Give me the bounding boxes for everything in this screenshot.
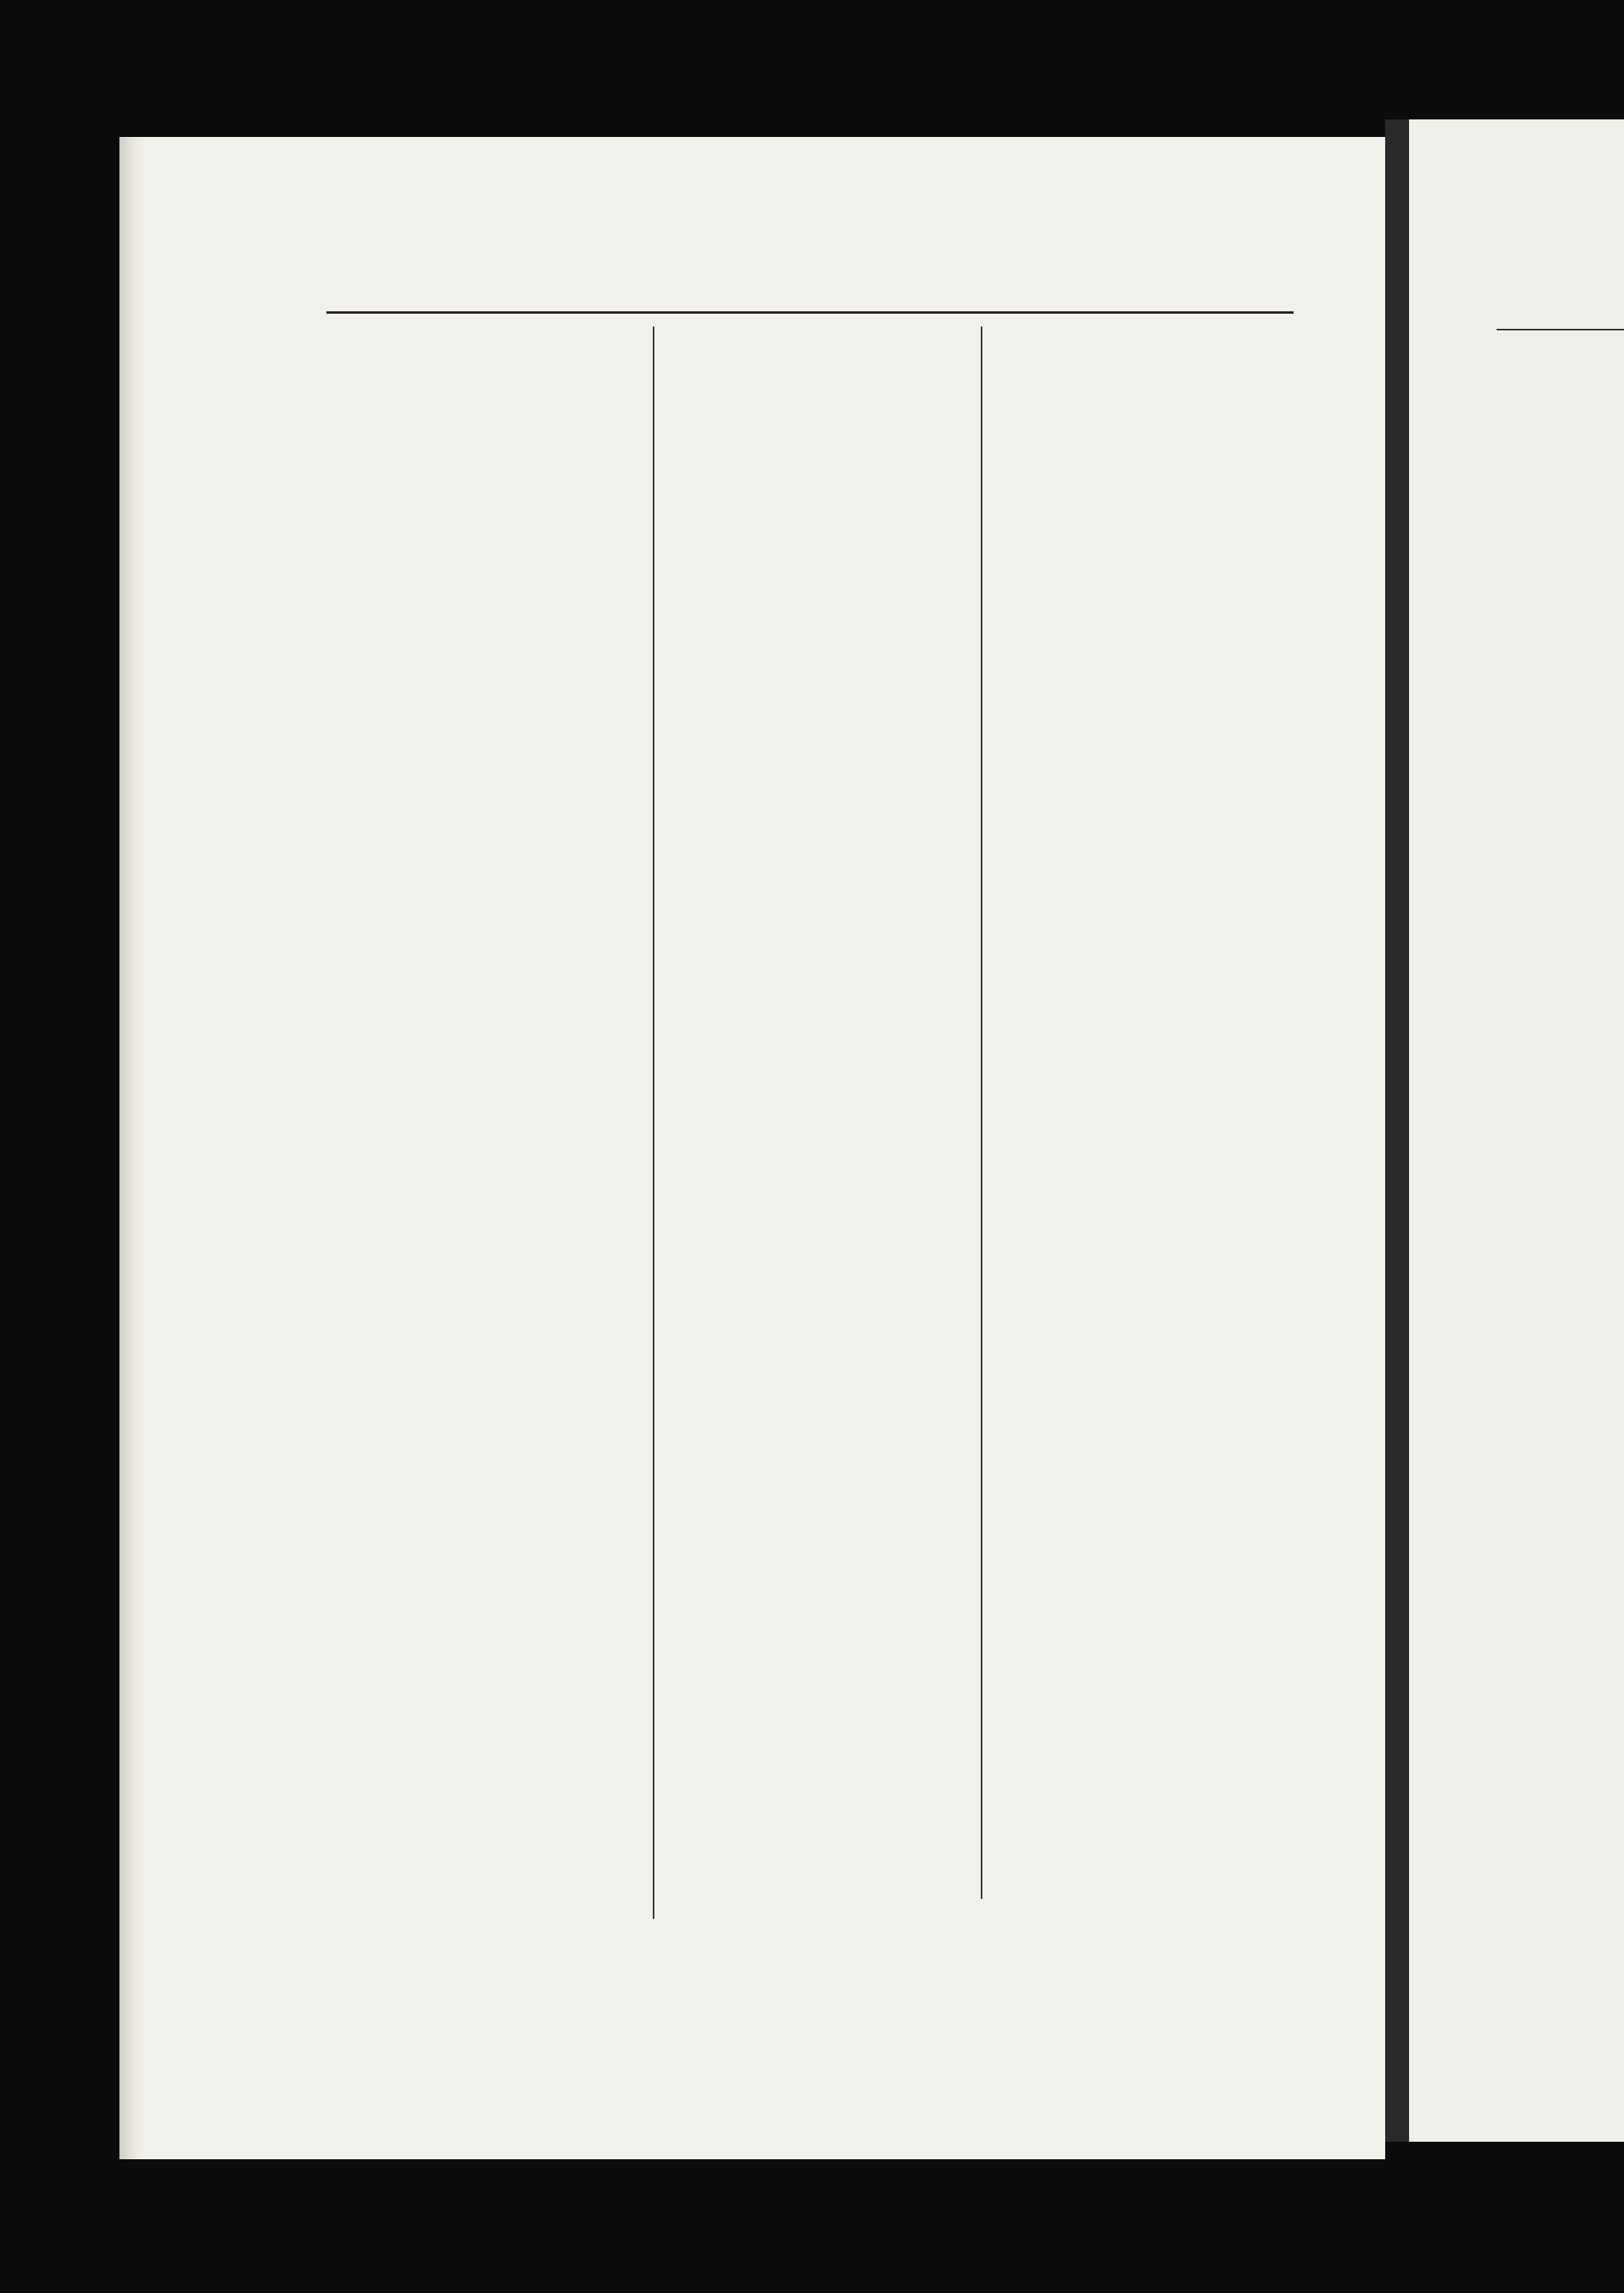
right-page: [1409, 119, 1624, 2142]
book-gutter: [1385, 119, 1409, 2142]
header-rule: [326, 311, 1294, 314]
right-page-header-rule: [1497, 329, 1624, 330]
page-edge: [119, 137, 143, 2159]
column-divider: [981, 326, 982, 1899]
left-page: [119, 137, 1385, 2159]
column-divider: [653, 326, 654, 1919]
